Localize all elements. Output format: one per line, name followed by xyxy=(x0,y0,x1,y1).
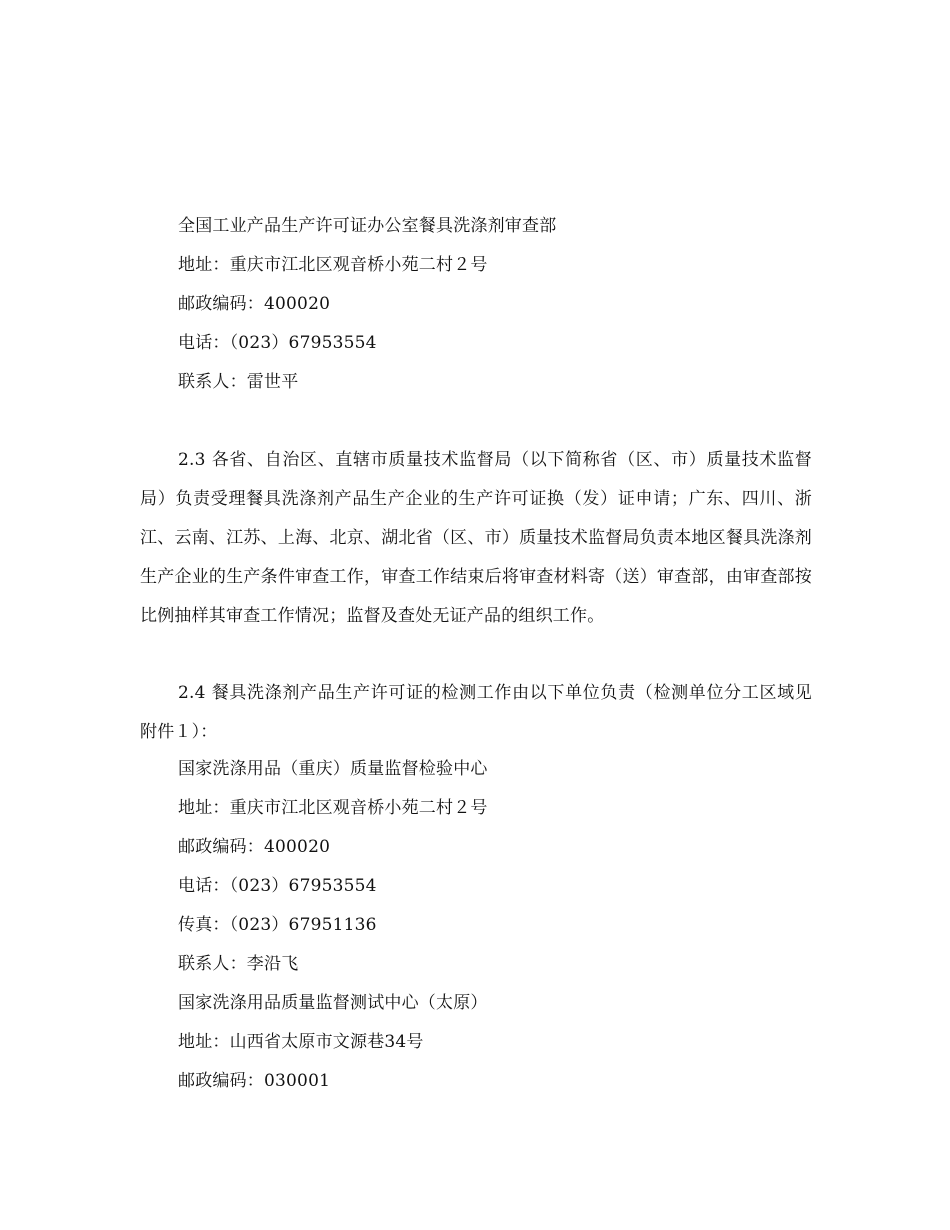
phone-line: 电话：（023）67953554 xyxy=(178,333,377,353)
org-name-taiyuan-center: 国家洗涤用品质量监督测试中心（太原） xyxy=(178,993,488,1013)
contact-line: 联系人：雷世平 xyxy=(178,372,299,392)
address-line: 地址：山西省太原市文源巷34号 xyxy=(178,1032,424,1052)
paragraph-2-4: 2.4 餐具洗涤剂产品生产许可证的检测工作由以下单位负责（检测单位分工区域见附件１）： xyxy=(140,683,812,742)
phone-line: 电话：（023）67953554 xyxy=(178,876,377,896)
contact-line: 联系人：李沿飞 xyxy=(178,954,299,974)
fax-line: 传真：（023）67951136 xyxy=(178,915,377,935)
address-line: 地址：重庆市江北区观音桥小苑二村２号 xyxy=(178,798,488,818)
address-line: 地址：重庆市江北区观音桥小苑二村２号 xyxy=(178,255,488,275)
paragraph-2-3: 2.3 各省、自治区、直辖市质量技术监督局（以下简称省（区、市）质量技术监督局）负责受理餐具洗涤剂产品生产企业的生产许可证换（发）证申请；广东、四川、浙江、云南、江苏、上海、北京、湖北省（区、市）质量技术监督局负责本地区餐具洗涤剂生产企业的生产条件审查工作，审查工作结束后将审查材料寄（送）审查部，由审查部按比例抽样其审查工作情况；监督及查处无证产品的组织工作。 xyxy=(140,450,812,626)
org-name-review-dept: 全国工业产品生产许可证办公室餐具洗涤剂审查部 xyxy=(178,216,557,236)
postcode-line: 邮政编码：030001 xyxy=(178,1071,331,1091)
postcode-line: 邮政编码：400020 xyxy=(178,294,331,314)
postcode-line: 邮政编码：400020 xyxy=(178,837,331,857)
org-name-chongqing-center: 国家洗涤用品（重庆）质量监督检验中心 xyxy=(178,759,488,779)
